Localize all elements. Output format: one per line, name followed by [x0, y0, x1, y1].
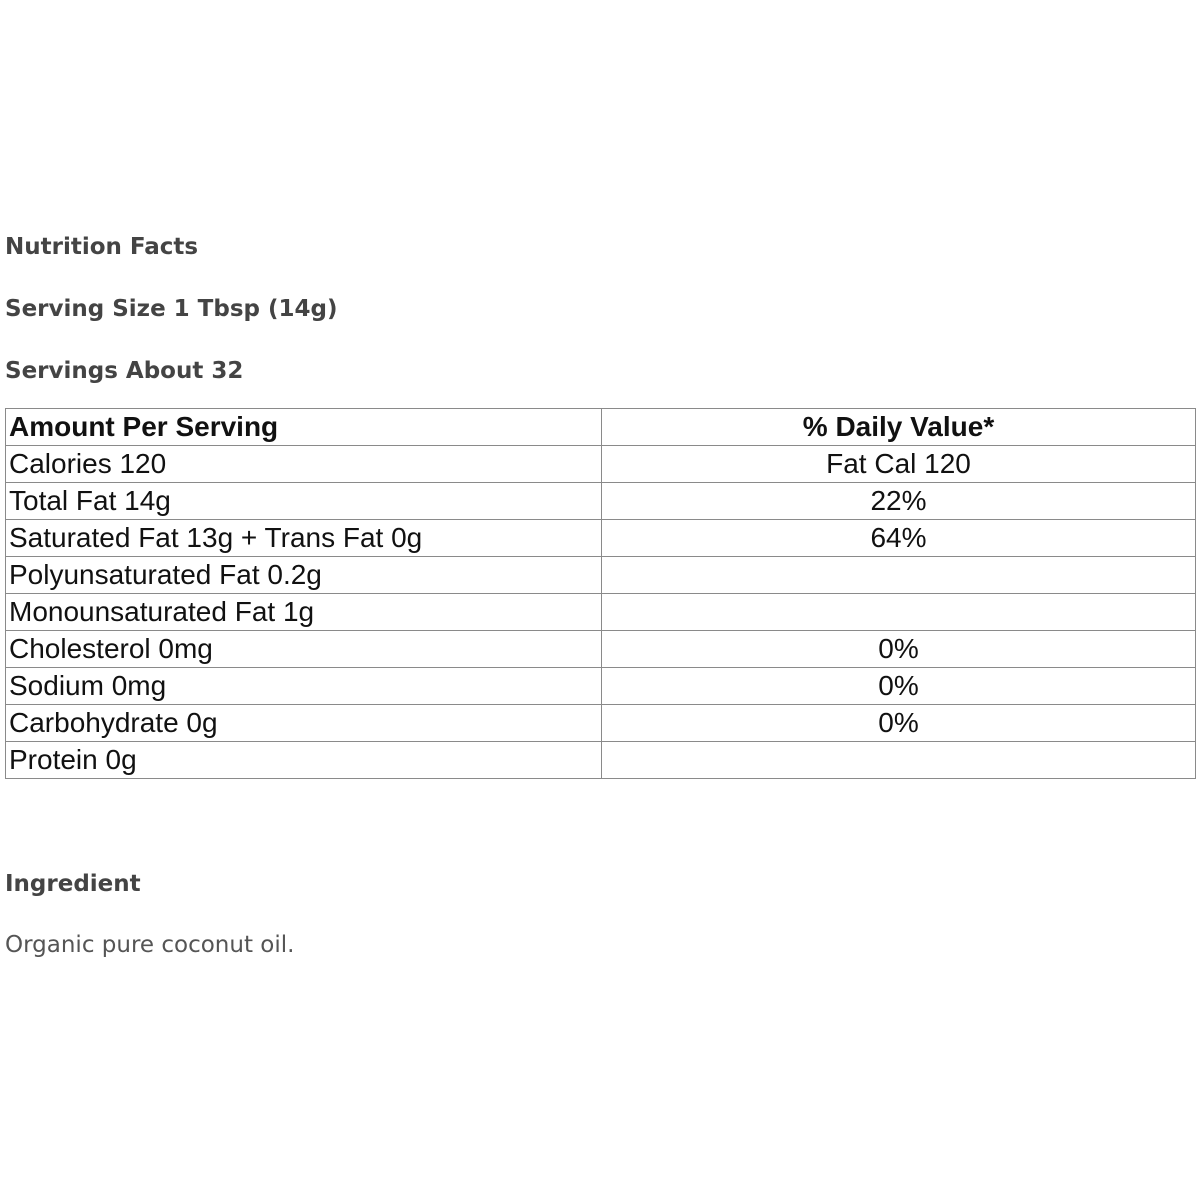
nutrient-value: Fat Cal 120	[602, 446, 1196, 483]
table-header-row	[6, 409, 1196, 446]
nutrient-name: Total Fat 14g	[6, 483, 602, 520]
nutrient-name: Cholesterol 0mg	[6, 631, 602, 668]
nutrient-value: 0%	[602, 705, 1196, 742]
column-header-daily-value: % Daily Value*	[602, 409, 1196, 446]
ingredient-text: Organic pure coconut oil.	[5, 932, 295, 958]
table-row	[6, 520, 1196, 557]
table-row	[6, 705, 1196, 742]
nutrient-name: Calories 120	[6, 446, 602, 483]
column-header-amount: Amount Per Serving	[6, 409, 602, 446]
serving-size: Serving Size 1 Tbsp (14g)	[5, 296, 338, 322]
ingredient-heading: Ingredient	[5, 871, 141, 897]
nutrient-value: 22%	[602, 483, 1196, 520]
page-title: Nutrition Facts	[5, 234, 199, 260]
nutrient-value: 0%	[602, 668, 1196, 705]
nutrient-value	[602, 742, 1196, 779]
nutrient-value: 64%	[602, 520, 1196, 557]
table-row	[6, 594, 1196, 631]
nutrient-value	[602, 557, 1196, 594]
nutrient-value	[602, 594, 1196, 631]
nutrition-table	[5, 408, 1196, 779]
table-row	[6, 557, 1196, 594]
nutrient-name: Carbohydrate 0g	[6, 705, 602, 742]
nutrient-name: Saturated Fat 13g + Trans Fat 0g	[6, 520, 602, 557]
nutrient-name: Polyunsaturated Fat 0.2g	[6, 557, 602, 594]
table-row	[6, 668, 1196, 705]
nutrient-name: Monounsaturated Fat 1g	[6, 594, 602, 631]
servings-per-container: Servings About 32	[5, 358, 244, 384]
nutrient-value: 0%	[602, 631, 1196, 668]
table-row	[6, 631, 1196, 668]
nutrient-name: Protein 0g	[6, 742, 602, 779]
table-row	[6, 483, 1196, 520]
table-row	[6, 446, 1196, 483]
nutrient-name: Sodium 0mg	[6, 668, 602, 705]
table-row	[6, 742, 1196, 779]
